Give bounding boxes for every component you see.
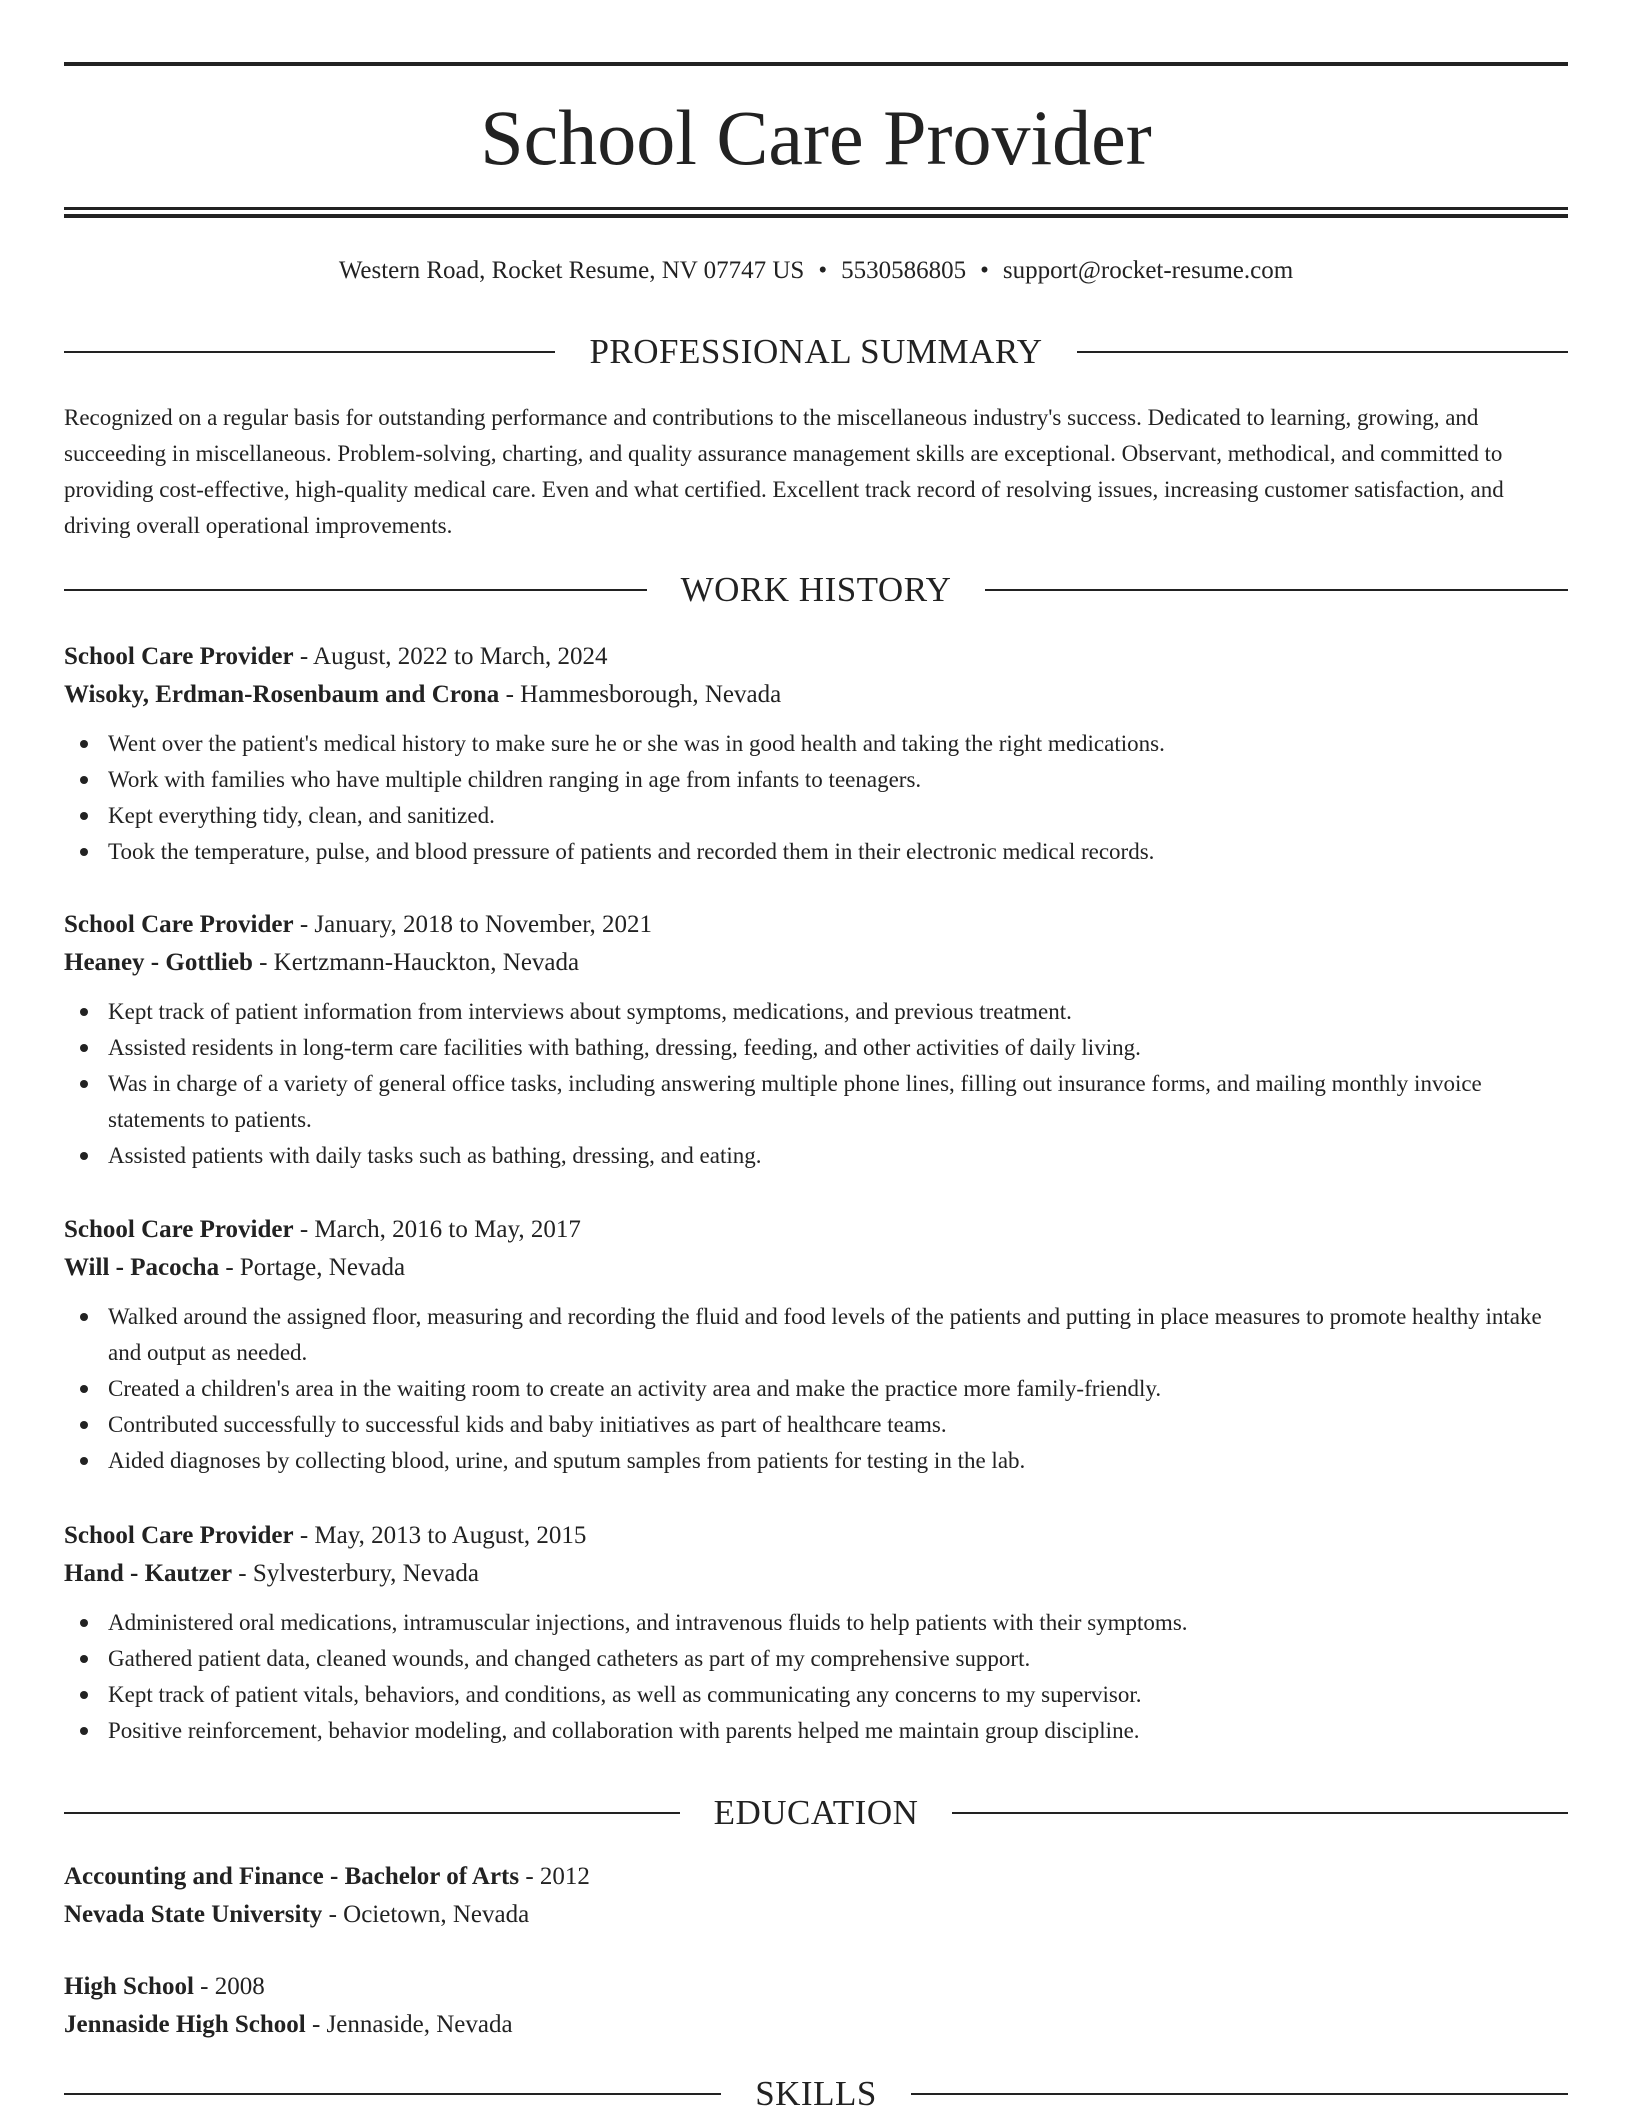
header-rule-lower — [64, 214, 1568, 218]
heading-rule-right — [952, 1812, 1568, 1814]
education-year: - 2012 — [519, 1863, 590, 1890]
education-degree-line — [64, 1858, 1568, 1896]
job-company-line — [64, 1555, 1568, 1593]
list-item: Positive reinforcement, behavior modeling, and collaboration with parents helped me maintain group discipline. — [64, 1713, 1568, 1749]
job-title-line — [64, 638, 1568, 676]
job-dates: - August, 2022 to March, 2024 — [293, 643, 608, 670]
education-degree: Accounting and Finance - Bachelor of Arts — [64, 1863, 520, 1890]
heading-rule-left — [64, 589, 647, 591]
list-item: Created a children's area in the waiting room to create an activity area and make the practice more family-friendly. — [64, 1371, 1568, 1407]
contact-phone: 5530586805 — [841, 257, 967, 284]
job-entry — [64, 906, 1568, 1174]
heading-rule-left — [64, 351, 555, 353]
list-item: Assisted patients with daily tasks such as bathing, dressing, and eating. — [64, 1138, 1568, 1174]
section-title: PROFESSIONAL SUMMARY — [589, 332, 1043, 371]
education-entry — [64, 1858, 1568, 1934]
education-location: - Ocietown, Nevada — [322, 1901, 530, 1928]
job-entry — [64, 1517, 1568, 1749]
job-entry — [64, 638, 1568, 870]
job-bullets — [64, 994, 1568, 1174]
job-company: Wisoky, Erdman-Rosenbaum and Crona — [64, 681, 500, 708]
list-item: Contributed successfully to successful kids and baby initiatives as part of healthcare teams. — [64, 1407, 1568, 1443]
job-location: - Kertzmann-Hauckton, Nevada — [252, 949, 580, 976]
list-item: Went over the patient's medical history to make sure he or she was in good health and taking the right medications. — [64, 726, 1568, 762]
job-dates: - May, 2013 to August, 2015 — [293, 1522, 587, 1549]
education-school: Nevada State University — [64, 1901, 323, 1928]
contact-line — [64, 254, 1568, 288]
education-school-line — [64, 2006, 1568, 2044]
job-title-line — [64, 906, 1568, 944]
list-item: Walked around the assigned floor, measuring and recording the fluid and food levels of the patients and putting in place measures to promote healthy intake and output as needed. — [64, 1299, 1568, 1371]
heading-rule-right — [985, 589, 1568, 591]
job-location: - Portage, Nevada — [219, 1254, 406, 1281]
list-item: Work with families who have multiple children ranging in age from infants to teenagers. — [64, 762, 1568, 798]
summary-text: Recognized on a regular basis for outstanding performance and contributions to the miscellaneous industry's success. Dedicated to learning, growing, and succeeding in miscellaneous. Problem-solving, charting, and quality assurance management skills are exceptional. Observant, methodical, and committed to providing cost-effective, high-quality medical care. Even and what certified. Excellent track record of resolving issues, increasing customer satisfaction, and driving overall operational improvements. — [64, 405, 1504, 538]
education-degree-line — [64, 1968, 1568, 2006]
heading-rule-right — [1077, 351, 1568, 353]
job-title: School Care Provider — [64, 643, 294, 670]
job-bullets — [64, 726, 1568, 870]
job-title: School Care Provider — [64, 911, 294, 938]
education-entry — [64, 1968, 1568, 2044]
resume-name: School Care Provider — [480, 94, 1152, 181]
education-school: Jennaside High School — [64, 2011, 306, 2038]
section-heading-work-history — [64, 568, 1568, 612]
contact-address: Western Road, Rocket Resume, NV 07747 US — [338, 257, 805, 284]
contact-email: support@rocket-resume.com — [1002, 257, 1294, 284]
section-heading-summary — [64, 330, 1568, 374]
job-company: Heaney - Gottlieb — [64, 949, 253, 976]
job-dates: - January, 2018 to November, 2021 — [293, 911, 653, 938]
job-title: School Care Provider — [64, 1216, 294, 1243]
job-location: - Sylvesterbury, Nevada — [232, 1560, 479, 1587]
section-title: EDUCATION — [713, 1793, 919, 1832]
job-bullets — [64, 1299, 1568, 1479]
job-company-line — [64, 676, 1568, 714]
list-item: Assisted residents in long-term care facilities with bathing, dressing, feeding, and other activities of daily living. — [64, 1030, 1568, 1066]
list-item: Took the temperature, pulse, and blood pressure of patients and recorded them in their electronic medical records. — [64, 834, 1568, 870]
job-bullets — [64, 1605, 1568, 1749]
section-title: SKILLS — [755, 2074, 877, 2112]
job-title-line — [64, 1517, 1568, 1555]
education-year: - 2008 — [193, 1973, 265, 2000]
heading-rule-left — [64, 1812, 680, 1814]
header-rule-upper — [64, 207, 1568, 210]
education-degree: High School — [64, 1973, 194, 2000]
job-entry — [64, 1211, 1568, 1479]
job-company-line — [64, 944, 1568, 982]
list-item: Gathered patient data, cleaned wounds, and changed catheters as part of my comprehensive support. — [64, 1641, 1568, 1677]
list-item: Was in charge of a variety of general office tasks, including answering multiple phone lines, filling out insurance forms, and mailing monthly invoice statements to patients. — [64, 1066, 1568, 1138]
section-heading-skills — [64, 2072, 1568, 2112]
heading-rule-right — [911, 2093, 1568, 2095]
job-title-line — [64, 1211, 1568, 1249]
list-item: Aided diagnoses by collecting blood, urine, and sputum samples from patients for testing in the lab. — [64, 1443, 1568, 1479]
list-item: Kept track of patient information from interviews about symptoms, medications, and previous treatment. — [64, 994, 1568, 1030]
list-item: Administered oral medications, intramuscular injections, and intravenous fluids to help patients with their symptoms. — [64, 1605, 1568, 1641]
job-location: - Hammesborough, Nevada — [499, 681, 782, 708]
heading-rule-left — [64, 2093, 721, 2095]
list-item: Kept everything tidy, clean, and sanitized. — [64, 798, 1568, 834]
job-title: School Care Provider — [64, 1522, 294, 1549]
contact-separator: • — [818, 257, 828, 284]
section-heading-education — [64, 1791, 1568, 1835]
header-top-rule — [64, 62, 1568, 66]
job-company: Will - Pacocha — [64, 1254, 220, 1281]
education-school-line — [64, 1896, 1568, 1934]
list-item: Kept track of patient vitals, behaviors, and conditions, as well as communicating any concerns to my supervisor. — [64, 1677, 1568, 1713]
contact-separator: • — [980, 257, 989, 284]
resume-page — [64, 0, 1568, 2112]
education-location: - Jennaside, Nevada — [305, 2011, 513, 2038]
section-title: WORK HISTORY — [680, 570, 952, 609]
job-dates: - March, 2016 to May, 2017 — [293, 1216, 581, 1243]
job-company: Hand - Kautzer — [64, 1560, 233, 1587]
job-company-line — [64, 1249, 1568, 1287]
